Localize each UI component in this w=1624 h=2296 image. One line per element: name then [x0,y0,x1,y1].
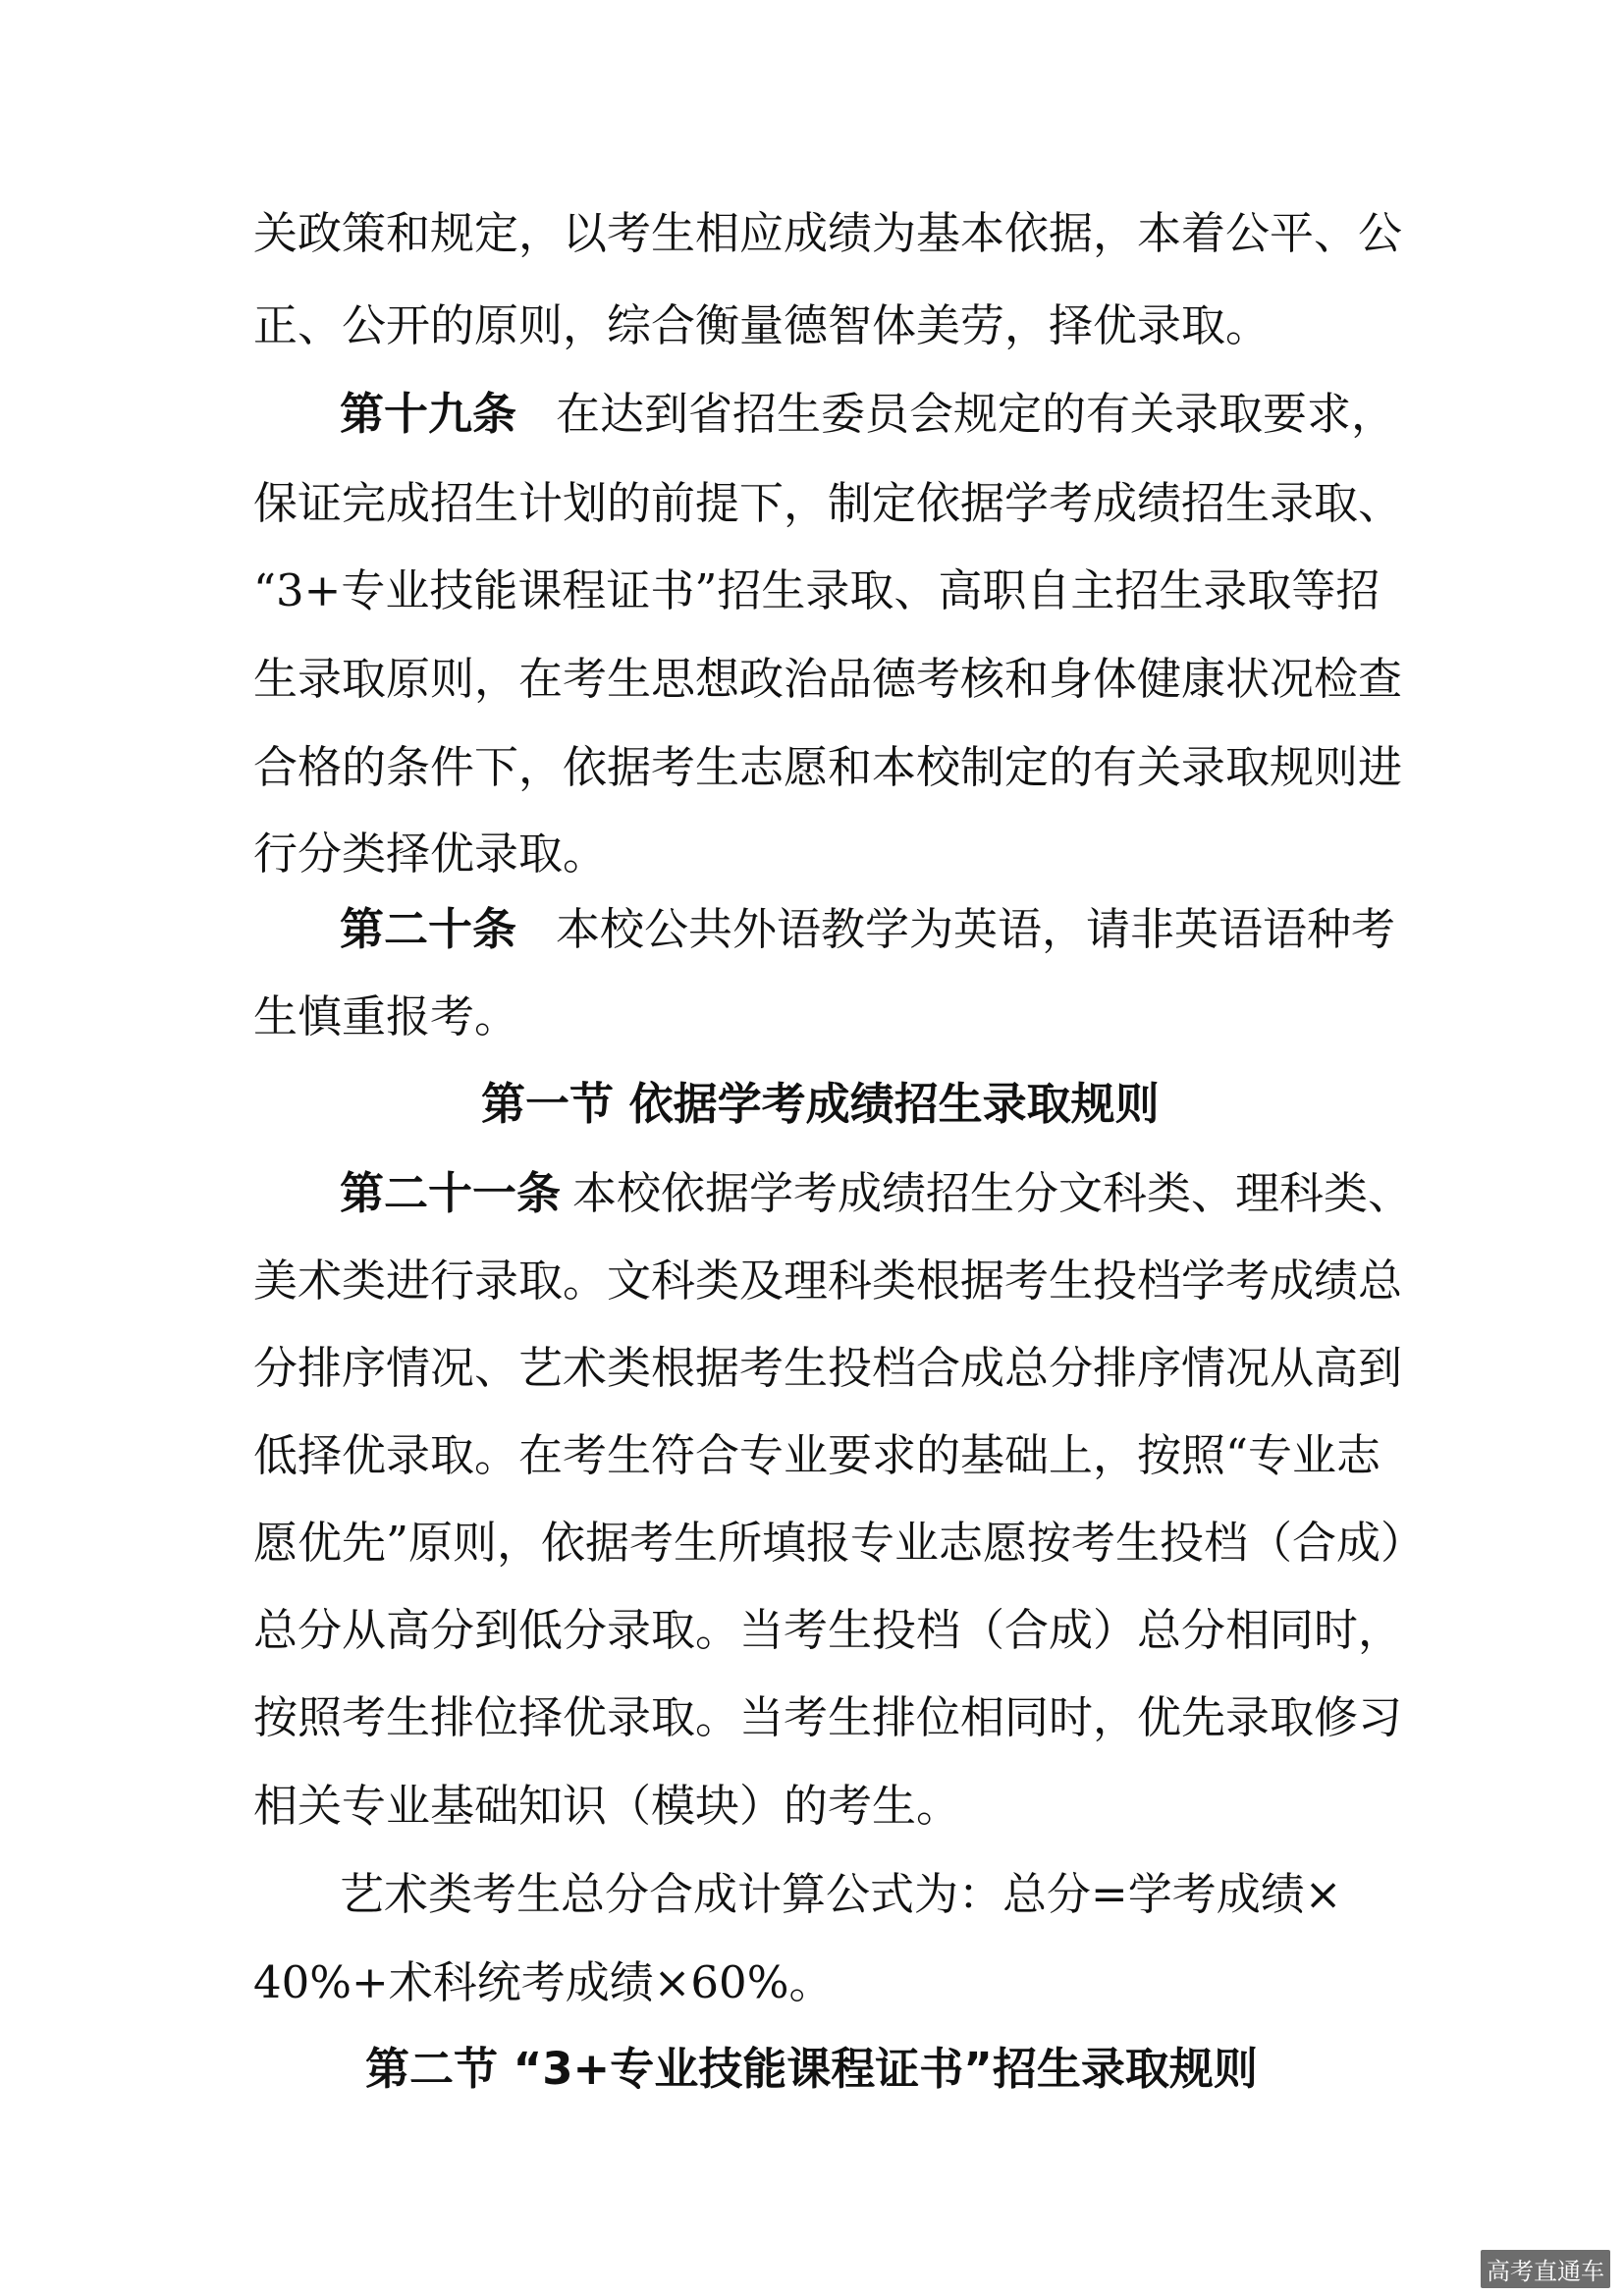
body-line: 关政策和规定，以考生相应成绩为基本依据，本着公平、公 [253,207,1403,259]
body-line: 合格的条件下，依据考生志愿和本校制定的有关录取规则进 [253,741,1403,793]
article-text: 在达到省招生委员会规定的有关录取要求， [556,388,1396,440]
article-text: 本校公共外语教学为英语，请非英语语种考 [556,903,1396,955]
body-line: 相关专业基础知识（模块）的考生。 [253,1780,961,1832]
article-heading: 第二十条 [340,903,517,955]
article-text: 本校依据学考成绩招生分文科类、理科类、 [572,1167,1413,1219]
body-line: 行分类择优录取。 [253,828,608,880]
article-paragraph-19 [340,385,1395,444]
body-line: “3+专业技能课程证书”招生录取、高职自主招生录取等招 [253,564,1380,616]
body-line: 低择优录取。在考生符合专业要求的基础上，按照“专业志 [253,1429,1381,1481]
body-line: 正、公开的原则，综合衡量德智体美劳，择优录取。 [253,299,1271,351]
formula-line: 艺术类考生总分合成计算公式为：总分=学考成绩× [340,1868,1342,1920]
section-heading-1: 第一节 依据学考成绩招生录取规则 [481,1078,1160,1130]
article-heading: 第二十一条 [340,1167,562,1219]
section-heading-2: 第二节 “3+专业技能课程证书”招生录取规则 [365,2043,1258,2095]
body-line: 愿优先”原则，依据考生所填报专业志愿按考生投档（合成） [253,1517,1426,1569]
body-line: 分排序情况、艺术类根据考生投档合成总分排序情况从高到 [253,1342,1403,1394]
body-line: 美术类进行录取。文科类及理科类根据考生投档学考成绩总 [253,1255,1403,1307]
body-line: 按照考生排位择优录取。当考生排位相同时，优先录取修习 [253,1691,1403,1743]
article-heading: 第十九条 [340,388,517,440]
body-line: 保证完成招生计划的前提下，制定依据学考成绩招生录取、 [253,477,1403,529]
article-paragraph-20 [340,900,1395,959]
watermark-logo: 高考直通车 [1481,2250,1610,2288]
body-line: 生录取原则，在考生思想政治品德考核和身体健康状况检查 [253,653,1403,705]
body-line: 生慎重报考。 [253,990,519,1042]
body-line: 40%+术科统考成绩×60%。 [253,1956,834,2008]
article-paragraph-21 [340,1164,1412,1223]
body-line: 总分从高分到低分录取。当考生投档（合成）总分相同时， [253,1604,1403,1656]
